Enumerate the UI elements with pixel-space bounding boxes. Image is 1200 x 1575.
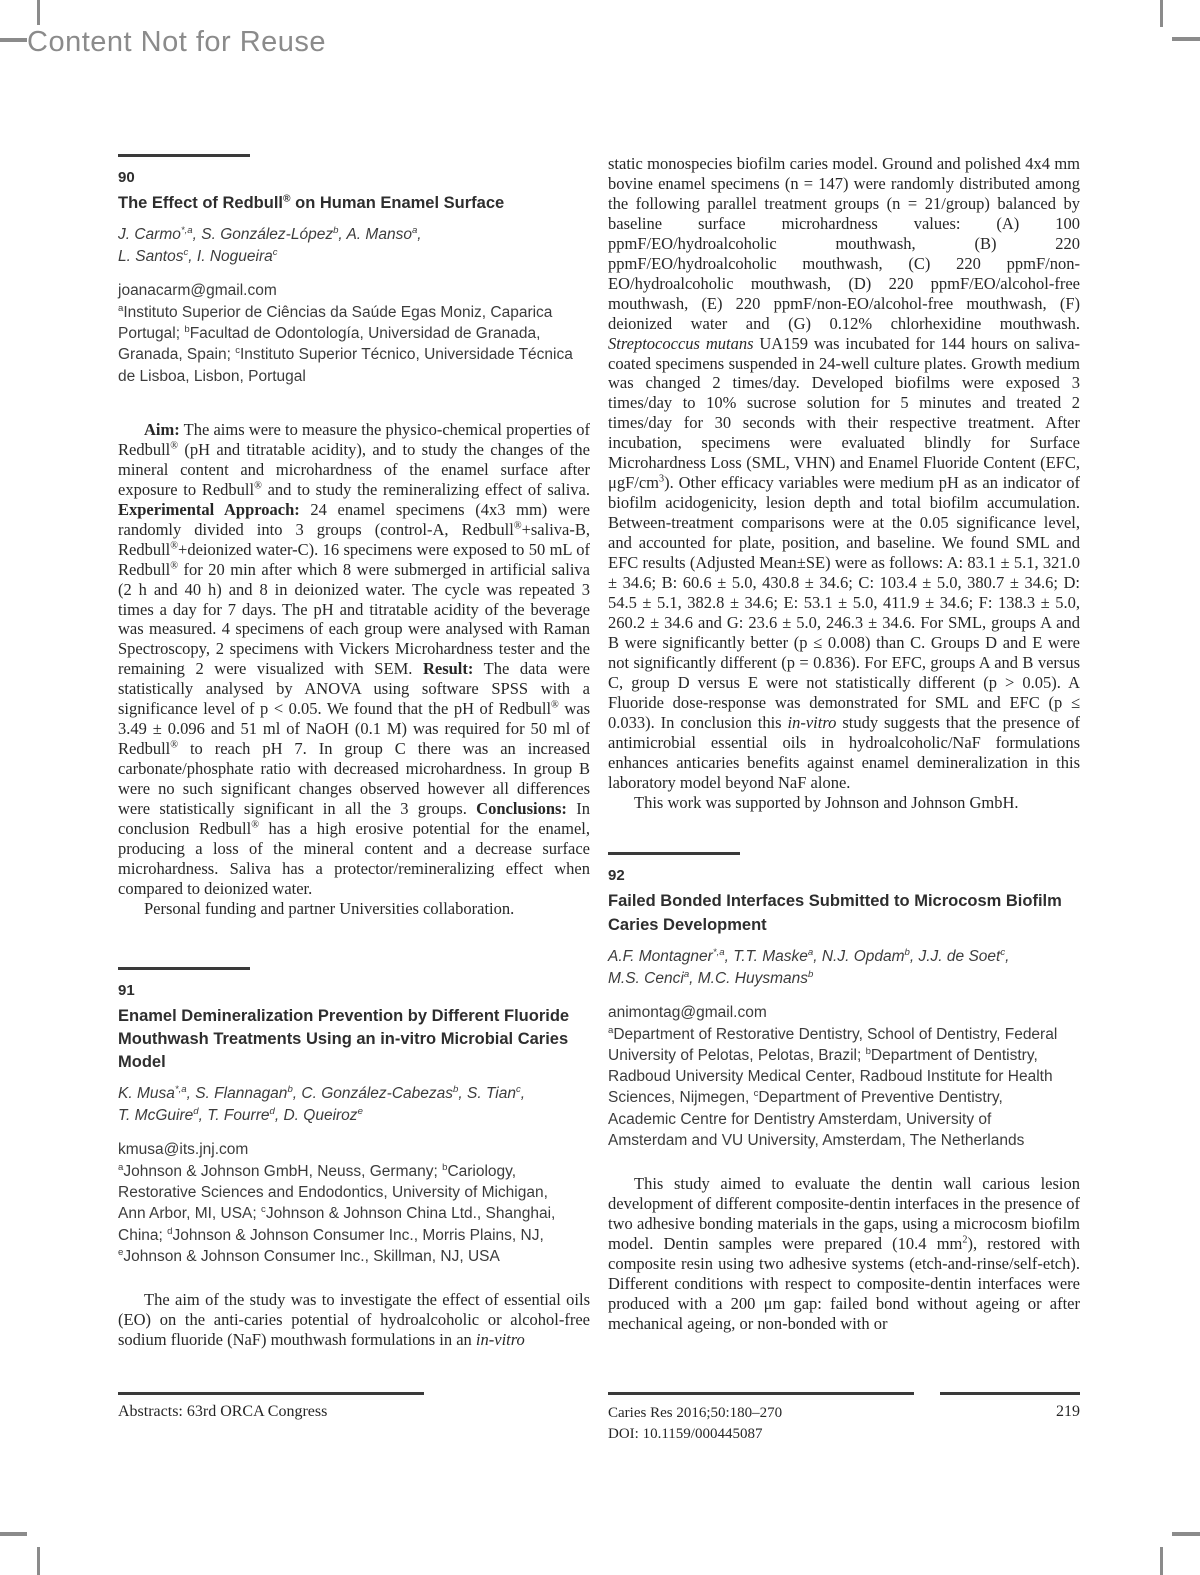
abstract-affiliations: $^a$Department of Restorative Dentistry, School of Dentistry, Federal University of Pelotas, Pelotas, Brazil; $^b$Department of Dentistry, Radboud University Medical Center, Radboud Institute for Health Sciences, Nijmegen, $^c$Department of Preventive Dentistry, Academic Centre for Dentistry Amsterdam, University of Amsterdam and VU University, Amsterdam, The Netherlands [608,1024,1058,1149]
abstract-email: kmusa@its.jnj.com [118,1141,249,1159]
abstract-body [118,1290,590,1350]
abstract-email: joanacarm@gmail.com [118,282,277,300]
abstract-paragraph-continued: static monospecies biofilm caries model. Ground and polished 4x4 mm bovine enamel specimens (n = 147) were randomly distributed among the following parallel treatment groups (n = 21/group) balanced by baseline surface microhardness values: (A) 100 ppmF/EO/hydroalcoholic mouthwash, (B) 220 ppmF/EO/hydroalcoholic mouthwash, (C) 220 ppmF/non-EO/hydroalcoholic mouthwash, (D) 220 ppmF/EO/alcohol-free mouthwash, (E) 220 ppmF/non-EO/alcohol-free mouthwash, (F) deionized water and (G) 0.12% chlorhexidine mouthwash. Streptococcus mutans UA159 was incubated for 144 hours on saliva-coated specimens suspended in 24-well culture plates. Growth medium was changed 2 times/day. Developed biofilms were exposed 3 times/day to 10% sucrose solution for 5 minutes and treated 2 times/day for 30 seconds with their respective treatment. After incubation, specimens were evaluated blindly for Surface Microhardness Loss (SML, VHN) and Enamel Fluoride Content (EFC, μgF/$cm^3$). Other efficacy variables were medium pH as an indicator of biofilm acidogenicity, lesion depth and total biofilm accumulation. Between-treatment comparisons were at the 0.05 significance level, and accounted for plate, position, and baseline. We found SML and EFC results (Adjusted Mean±SE) were as follows: A: 83.1 ± 5.1, 321.0 ± 34.6; B: 60.6 ± 5.0, 430.8 ± 34.6; C: 103.4 ± 5.0, 380.7 ± 34.6; D: 54.5 ± 5.1, 382.8 ± 34.6; E: 53.1 ± 5.0, 411.9 ± 34.6; F: 138.3 ± 5.0, 260.2 ± 34.6 and G: 23.6 ± 5.0, 246.3 ± 34.6. For SML, groups A and B were significantly better (p ≤ 0.008) than C. Groups D and E were not significantly different (p = 0.836). For EFC, groups A and B versus C, group D versus E were not statistically different (p > 0.05). A Fluoride dose-response was demonstrated for SML and EFC (p ≤ 0.033). In conclusion this in-vitro study suggests that the presence of antimicrobial essential oils in hydroalcoholic/NaF formulations enhances anticaries benefits against enamel demineralization in this laboratory model beyond NaF alone. [608,154,1080,792]
abstract-paragraph-intro: The aim of the study was to investigate the effect of essential oils (EO) on the anti-caries potential of hydroalcoholic or alcohol-free sodium fluoride (NaF) mouthwash formulations in an in-vitro [118,1290,590,1350]
crop-mark-bottom-left-horizontal [0,1532,27,1536]
abstract-title: The Effect of Redbull® on Human Enamel Surface [118,193,505,212]
abstract-paragraph: This study aimed to evaluate the dentin wall carious lesion development of different composite-dentin interfaces in the presence of two adhesive bonding materials in the gaps, using a microcosm biofilm model. Dentin samples were prepared (10.4 $mm^2$), restored with composite resin using two adhesive systems (etch-and-rinse/self-etch). Different conditions with respect to composite-dentin interfaces were produced with a 200 μm gap: failed bond without ageing or after mechanical ageing, or non-bonded with or [608,1173,1080,1333]
support-note: This work was supported by Johnson and Johnson GmbH. [634,792,1019,812]
abstract-90 [118,154,590,919]
section-rule [608,852,740,855]
abstract-number: 92 [608,867,625,885]
footer-congress-label: Abstracts: 63rd ORCA Congress [118,1403,328,1420]
abstract-91-continuation [608,154,1080,812]
page-number: 219 [1056,1403,1080,1420]
left-column [118,148,590,1350]
crop-mark-top-right-horizontal [1172,37,1200,41]
section-rule [118,154,250,157]
crop-mark-bottom-right-vertical [1160,1547,1163,1575]
abstract-91 [118,967,590,1350]
crop-mark-top-left-vertical [37,0,40,25]
crop-mark-top-left-horizontal [0,38,27,42]
abstract-body [118,420,590,919]
footer-doi: DOI: 10.1159/000445087 [608,1426,763,1442]
abstract-authors: K. Musa$^{*,a}$, S. Flannagan$^b$, C. González-Cabezas$^b$, S. Tian$^c$, T. McGuire$^d$, T. Fourre$^d$, D. Queiroz$^e$ [118,1083,526,1125]
abstract-affiliations: $^a$Johnson & Johnson GmbH, Neuss, Germany; $^b$Cariology, Restorative Sciences and Endodontics, University of Michigan, Ann Arbor, MI, USA; $^c$Johnson & Johnson China Ltd., Shanghai, China; $^d$Johnson & Johnson Consumer Inc., Morris Plains, NJ, $^e$Johnson & Johnson Consumer Inc., Skillman, NJ, USA [118,1161,556,1265]
footer-page-number-block [940,1392,1080,1421]
section-rule [118,967,250,970]
abstract-title: Failed Bonded Interfaces Submitted to Microcosm Biofilm Caries Development [608,892,1062,934]
abstract-92 [608,852,1080,1333]
funding-note: Personal funding and partner Universities collaboration. [144,898,515,918]
abstract-title: Enamel Demineralization Prevention by Different Fluoride Mouthwash Treatments Using an in-vitro Microbial Caries Model [118,1006,570,1071]
watermark: Content Not for Reuse [27,26,327,58]
abstract-affiliations: $^a$Instituto Superior de Ciências da Saúde Egas Moniz, Caparica Portugal; $^b$Facultad de Odontología, Universidad de Granada, Granada, Spain; $^c$Instituto Superior Técnico, Universidade Técnica de Lisboa, Lisbon, Portugal [118,302,573,385]
abstract-body [608,1174,1080,1334]
page-content [118,148,1080,1350]
crop-mark-bottom-right-horizontal [1172,1532,1200,1536]
footer-congress [118,1392,424,1421]
abstract-authors: J. Carmo$^{*,a}$, S. González-López$^b$, A. Manso$^a$, L. Santos$^c$, I. Nogueira$^c$ [118,224,422,266]
abstract-authors: A.F. Montagner$^{*,a}$, T.T. Maske$^a$, N.J. Opdam$^b$, J.J. de Soet$^c$, M.S. Cenci$^a$, M.C. Huysmans$^b$ [608,946,1010,987]
footer-citation [608,1392,914,1445]
footer-journal-ref: Caries Res 2016;50:180–270 [608,1405,783,1421]
abstract-email: animontag@gmail.com [608,1003,767,1021]
footer-rule [118,1392,424,1395]
footer-rule [608,1392,914,1395]
abstract-number: 90 [118,169,135,186]
footer-rule [940,1392,1080,1395]
crop-mark-top-right-vertical [1160,0,1163,27]
right-column [608,148,1080,1350]
abstract-number: 91 [118,981,135,999]
crop-mark-bottom-left-vertical [37,1547,40,1575]
abstract-paragraph: Aim: The aims were to measure the physico-chemical properties of Redbull® (pH and titratable acidity), and to study the changes of the mineral content and microhardness of the enamel surface after exposure to Redbull® and to study the remineralizing effect of saliva. Experimental Approach: 24 enamel specimens (4x3 mm) were randomly divided into 3 groups (control-A, Redbull®+saliva-B, Redbull®+deionized water-C). 16 specimens were exposed to 50 mL of Redbull® for 20 min after which 8 were submerged in artificial saliva (2 h and 40 h) and 8 in deionized water. The cycle was repeated 3 times a day for 7 days. The pH and titratable acidity of the beverage was measured. 4 specimens of each group were analysed with Raman Spectroscopy, 2 specimens with Vickers Microhardness tester and the remaining 2 were visualized with SEM. Result: The data were statistically analysed by ANOVA using software SPSS with a significance level of p < 0.05. We found that the pH of Redbull® was 3.49 ± 0.096 and 51 ml of NaOH (0.1 M) was required for 50 ml of Redbull® to reach pH 7. In group C there was an increased carbonate/phosphate ratio with decreased microhardness. In group B were no such significant changes observed however all differences were statistically significant in all the 3 groups. Conclusions: In conclusion Redbull® has a high erosive potential for the enamel, producing a loss of the mineral content and a decrease surface microhardness. Saliva has a protector/remineralizing effect when compared to deionized water. [118,419,590,898]
